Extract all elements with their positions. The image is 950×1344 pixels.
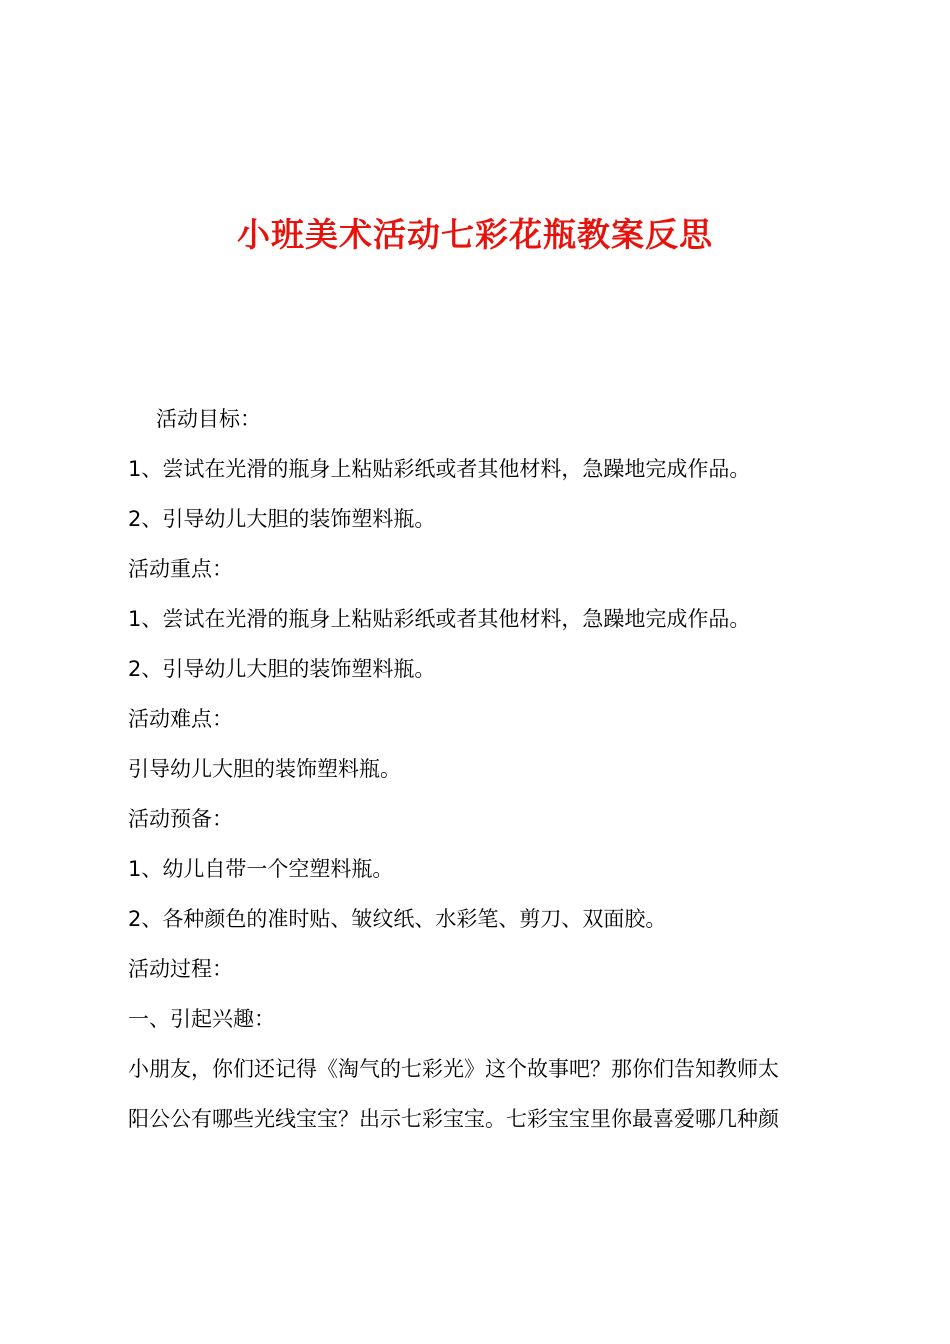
section-heading-preparation: 活动预备： bbox=[128, 807, 233, 831]
paragraph-line: 2、各种颜色的准时贴、皱纹纸、水彩笔、剪刀、双面胶。 bbox=[128, 907, 667, 931]
paragraph-line: 1、幼儿自带一个空塑料瓶。 bbox=[128, 857, 394, 881]
section-heading-key-points: 活动重点： bbox=[128, 557, 233, 581]
paragraph-line: 1、尝试在光滑的瓶身上粘贴彩纸或者其他材料，急躁地完成作品。 bbox=[128, 607, 751, 631]
subsection-heading: 一、引起兴趣： bbox=[128, 1007, 275, 1031]
paragraph-line: 1、尝试在光滑的瓶身上粘贴彩纸或者其他材料，急躁地完成作品。 bbox=[128, 457, 751, 481]
paragraph-line: 引导幼儿大胆的装饰塑料瓶。 bbox=[128, 757, 401, 781]
section-heading-difficulties: 活动难点： bbox=[128, 707, 233, 731]
paragraph-line: 2、引导幼儿大胆的装饰塑料瓶。 bbox=[128, 657, 436, 681]
document-body bbox=[128, 394, 838, 1144]
paragraph-line: 小朋友，你们还记得《淘气的七彩光》这个故事吧？那你们告知教师太 bbox=[128, 1057, 779, 1081]
section-heading-process: 活动过程： bbox=[128, 957, 233, 981]
paragraph-line: 2、引导幼儿大胆的装饰塑料瓶。 bbox=[128, 507, 436, 531]
section-heading-goals: 活动目标： bbox=[156, 407, 261, 431]
document-title: 小班美术活动七彩花瓶教案反思 bbox=[237, 215, 713, 254]
paragraph-line: 阳公公有哪些光线宝宝？出示七彩宝宝。七彩宝宝里你最喜爱哪几种颜 bbox=[128, 1107, 779, 1131]
